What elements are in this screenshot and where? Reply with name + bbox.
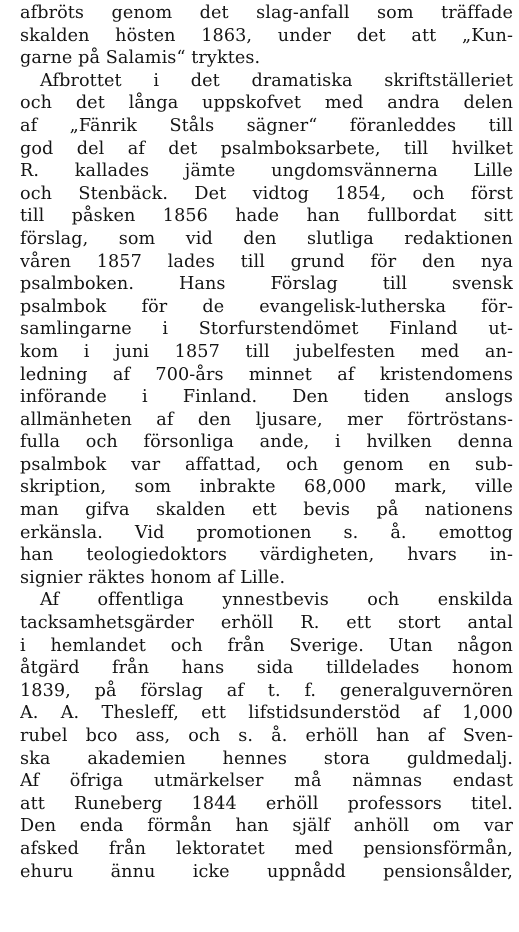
paragraph	[20, 589, 513, 883]
text-line: han teologiedoktors värdigheten, hvars in-	[20, 545, 513, 566]
text-line: skalden hösten 1863, under det att „Kun-	[20, 25, 513, 46]
text-line: i hemlandet och från Sverige. Utan någon	[20, 635, 513, 656]
text-line: R. kallades jämte ungdomsvännerna Lille	[20, 161, 513, 182]
text-line: god del af det psalmboksarbete, till hvilket	[20, 138, 513, 159]
text-line: införande i Finland. Den tiden anslogs	[20, 387, 513, 408]
paragraph	[20, 70, 513, 590]
text-line: signier räktes honom af Lille.	[20, 567, 286, 588]
text-line: ledning af 700-års minnet af kristendomens	[20, 364, 513, 385]
text-line: Den enda förmån han själf anhöll om var	[20, 816, 513, 837]
text-line: förslag, som vid den slutliga redaktionen	[20, 228, 513, 249]
text-line: af „Fänrik Ståls sägner“ föranleddes till	[20, 115, 513, 136]
text-line: psalmbok var affattad, och genom en sub-	[20, 454, 513, 475]
text-line: åtgärd från hans sida tilldelades honom	[20, 658, 513, 679]
text-line: rubel bco ass, och s. å. erhöll han af Sven-	[20, 726, 513, 746]
text-line: och Stenbäck. Det vidtog 1854, och först	[20, 183, 513, 204]
text-line: psalmbok för de evangelisk-lutherska för-	[20, 296, 513, 317]
text-line: allmänheten af den ljusare, mer förtröstans-	[20, 409, 513, 430]
text-line: våren 1857 lades till grund för den nya	[20, 251, 513, 272]
text-line: Af öfriga utmärkelser må nämnas endast	[20, 771, 513, 792]
text-line: 1839, på förslag af t. f. generalguvernören	[20, 680, 513, 701]
text-line: ehuru ännu icke uppnådd pensionsålder,	[20, 861, 513, 882]
text-line: Af offentliga ynnestbevis och enskilda	[40, 590, 513, 611]
body-text	[20, 2, 513, 883]
document-page	[20, 2, 513, 883]
text-line: A. A. Thesleff, ett lifstidsunderstöd af 1,000	[20, 703, 513, 724]
paragraph	[20, 2, 513, 70]
text-line: man gifva skalden ett bevis på nationens	[20, 500, 513, 521]
text-line: afbröts genom det slag-anfall som träffade	[20, 3, 513, 23]
text-line: och det långa uppskofvet med andra delen	[20, 93, 513, 114]
text-line: till påsken 1856 hade han fullbordat sitt	[20, 206, 513, 227]
text-line: fulla och försonliga ande, i hvilken denna	[20, 432, 513, 453]
text-line: skription, som inbrakte 68,000 mark, ville	[20, 477, 513, 498]
text-line: garne på Salamis“ tryktes.	[20, 48, 261, 69]
text-line: Afbrottet i det dramatiska skriftställeriet	[40, 70, 513, 91]
text-line: psalmboken. Hans Förslag till svensk	[20, 274, 513, 295]
text-line: tacksamhetsgärder erhöll R. ett stort antal	[20, 613, 513, 634]
text-line: att Runeberg 1844 erhöll professors titel.	[20, 793, 513, 814]
text-line: ska akademien hennes stora guldmedalj.	[20, 748, 513, 769]
text-line: erkänsla. Vid promotionen s. å. emottog	[20, 522, 513, 543]
text-line: samlingarne i Storfurstendömet Finland ut-	[20, 319, 513, 340]
text-line: kom i juni 1857 till jubelfesten med an-	[20, 341, 513, 362]
text-line: afsked från lektoratet med pensionsförmån,	[20, 838, 513, 859]
